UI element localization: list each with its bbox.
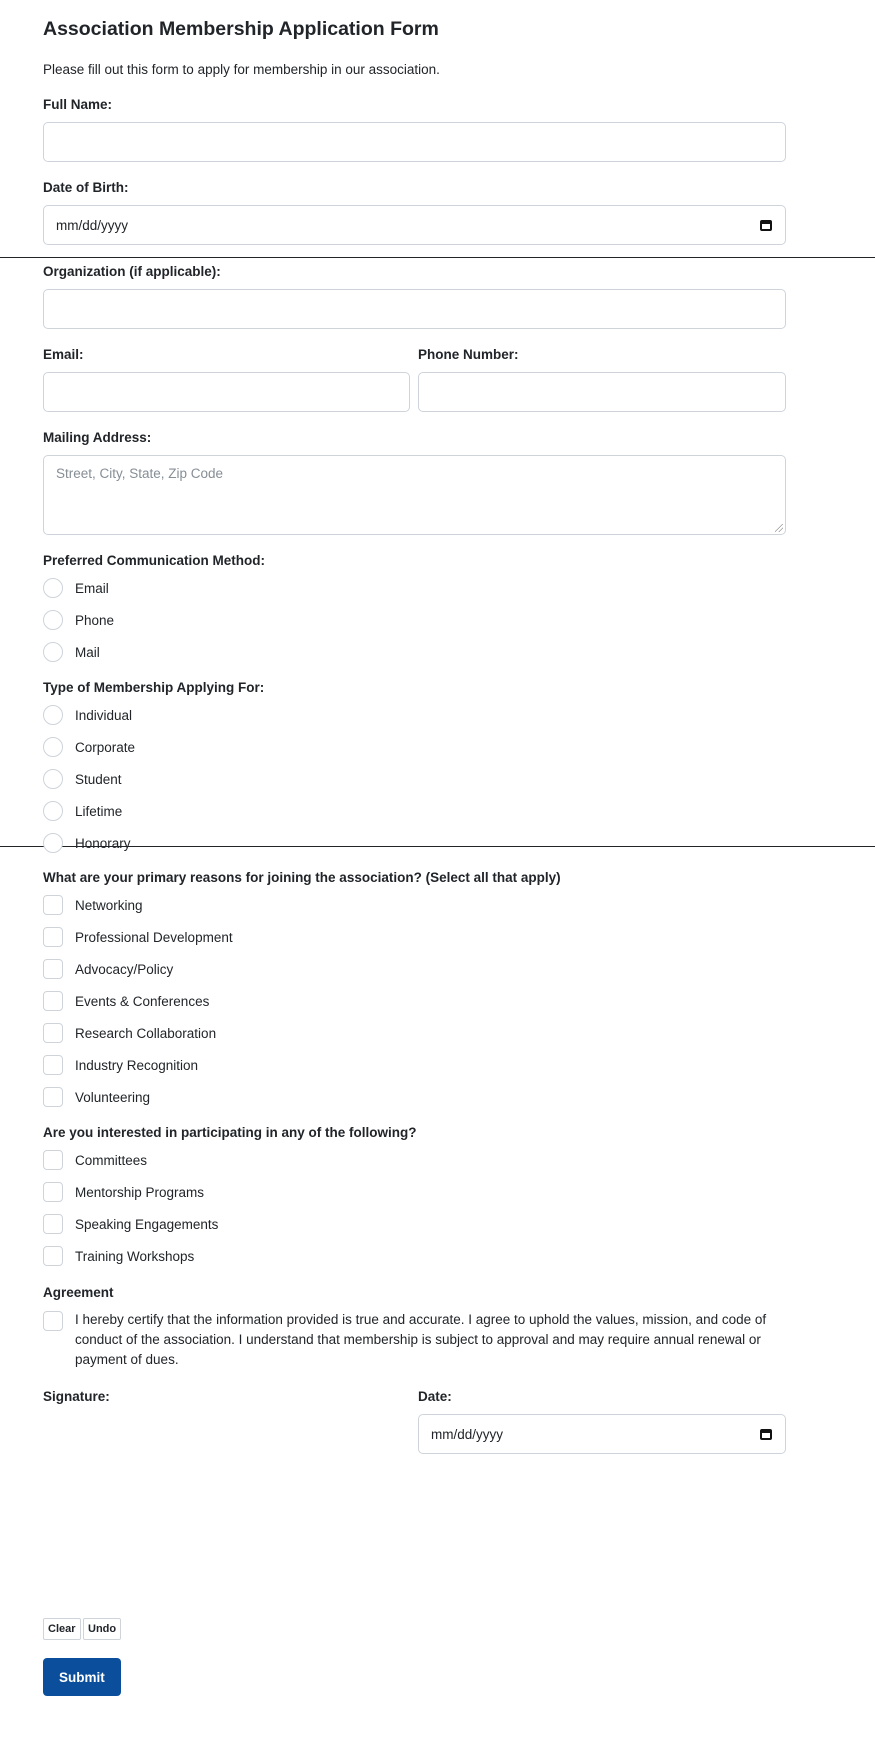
radio-button[interactable] <box>43 769 63 789</box>
full-name-label: Full Name: <box>43 97 113 112</box>
full-name-input[interactable] <box>43 122 786 162</box>
option-label: Professional Development <box>75 929 233 945</box>
reason-option-events-conferences[interactable] <box>43 990 209 1012</box>
agreement-checkbox[interactable] <box>43 1311 63 1331</box>
communication-option-phone[interactable] <box>43 609 114 631</box>
checkbox[interactable] <box>43 927 63 947</box>
address-label: Mailing Address: <box>43 430 152 445</box>
radio-button[interactable] <box>43 578 63 598</box>
email-input[interactable] <box>43 372 410 412</box>
organization-label: Organization (if applicable): <box>43 264 221 279</box>
organization-input[interactable] <box>43 289 786 329</box>
sign-date-placeholder: mm/dd/yyyy <box>431 1426 504 1442</box>
membership-option-student[interactable] <box>43 768 122 790</box>
phone-label: Phone Number: <box>418 347 519 362</box>
dob-label: Date of Birth: <box>43 180 129 195</box>
option-label: Events & Conferences <box>75 993 210 1009</box>
agreement-label: Agreement <box>43 1285 114 1300</box>
reason-option-research-collaboration[interactable] <box>43 1022 216 1044</box>
calendar-icon[interactable] <box>759 218 773 232</box>
option-label: Advocacy/Policy <box>75 961 174 977</box>
checkbox[interactable] <box>43 1246 63 1266</box>
signature-pad[interactable] <box>43 1410 410 1620</box>
signature-label: Signature: <box>43 1389 110 1404</box>
membership-option-corporate[interactable] <box>43 736 135 758</box>
membership-option-lifetime[interactable] <box>43 800 122 822</box>
option-label: Honorary <box>75 835 131 851</box>
radio-button[interactable] <box>43 833 63 853</box>
checkbox[interactable] <box>43 1023 63 1043</box>
radio-button[interactable] <box>43 642 63 662</box>
checkbox[interactable] <box>43 959 63 979</box>
option-label: Research Collaboration <box>75 1025 217 1041</box>
option-label: Networking <box>75 897 143 913</box>
page-divider-bottom <box>0 846 875 847</box>
option-label: Lifetime <box>75 803 123 819</box>
checkbox[interactable] <box>43 895 63 915</box>
communication-option-email[interactable] <box>43 577 109 599</box>
checkbox[interactable] <box>43 991 63 1011</box>
participation-option-speaking[interactable] <box>43 1213 218 1235</box>
membership-option-honorary[interactable] <box>43 832 131 854</box>
option-label: Training Workshops <box>75 1248 195 1264</box>
checkbox[interactable] <box>43 1055 63 1075</box>
signature-clear-button[interactable]: Clear <box>43 1618 81 1640</box>
option-label: Volunteering <box>75 1089 151 1105</box>
calendar-icon[interactable] <box>759 1427 773 1441</box>
agreement-text: I hereby certify that the information provided is true and accurate. I agree to uphold the values, mission, and code of conduct of the association. I understand that membership is subject to approval and may require annual renewal or payment of dues. <box>75 1312 767 1367</box>
radio-button[interactable] <box>43 737 63 757</box>
checkbox[interactable] <box>43 1150 63 1170</box>
page-divider-top <box>0 257 875 258</box>
option-label: Industry Recognition <box>75 1057 199 1073</box>
resize-grip-icon[interactable] <box>775 524 783 532</box>
radio-button[interactable] <box>43 801 63 821</box>
membership-label: Type of Membership Applying For: <box>43 680 265 695</box>
submit-button[interactable]: Submit <box>43 1658 121 1696</box>
option-label: Individual <box>75 707 133 723</box>
participation-option-training[interactable] <box>43 1245 194 1267</box>
address-placeholder: Street, City, State, Zip Code <box>56 466 224 481</box>
reason-option-volunteering[interactable] <box>43 1086 150 1108</box>
email-label: Email: <box>43 347 84 362</box>
option-label: Phone <box>75 612 115 628</box>
address-textarea[interactable] <box>43 455 786 535</box>
reason-option-networking[interactable] <box>43 894 143 916</box>
checkbox[interactable] <box>43 1214 63 1234</box>
reason-option-industry-recognition[interactable] <box>43 1054 198 1076</box>
participation-option-committees[interactable] <box>43 1149 147 1171</box>
participation-label: Are you interested in participating in any of the following? <box>43 1125 417 1140</box>
agreement-option[interactable] <box>43 1310 786 1370</box>
membership-option-individual[interactable] <box>43 704 132 726</box>
communication-option-mail[interactable] <box>43 641 100 663</box>
radio-button[interactable] <box>43 705 63 725</box>
signature-undo-button[interactable]: Undo <box>83 1618 121 1640</box>
reason-option-advocacy-policy[interactable] <box>43 958 173 980</box>
communication-label: Preferred Communication Method: <box>43 553 266 568</box>
dob-input[interactable] <box>43 205 786 245</box>
sign-date-label: Date: <box>418 1389 452 1404</box>
phone-input[interactable] <box>418 372 786 412</box>
page-title: Association Membership Application Form <box>43 18 439 40</box>
option-label: Email <box>75 580 109 596</box>
sign-date-input[interactable] <box>418 1414 786 1454</box>
checkbox[interactable] <box>43 1182 63 1202</box>
option-label: Speaking Engagements <box>75 1216 219 1232</box>
option-label: Corporate <box>75 739 136 755</box>
option-label: Mentorship Programs <box>75 1184 205 1200</box>
radio-button[interactable] <box>43 610 63 630</box>
reason-option-professional-development[interactable] <box>43 926 233 948</box>
option-label: Committees <box>75 1152 148 1168</box>
dob-placeholder: mm/dd/yyyy <box>56 217 129 233</box>
checkbox[interactable] <box>43 1087 63 1107</box>
participation-option-mentorship[interactable] <box>43 1181 204 1203</box>
option-label: Student <box>75 771 122 787</box>
reasons-label: What are your primary reasons for joining the association? (Select all that apply) <box>43 870 561 885</box>
form-intro: Please fill out this form to apply for membership in our association. <box>43 62 440 77</box>
option-label: Mail <box>75 644 100 660</box>
